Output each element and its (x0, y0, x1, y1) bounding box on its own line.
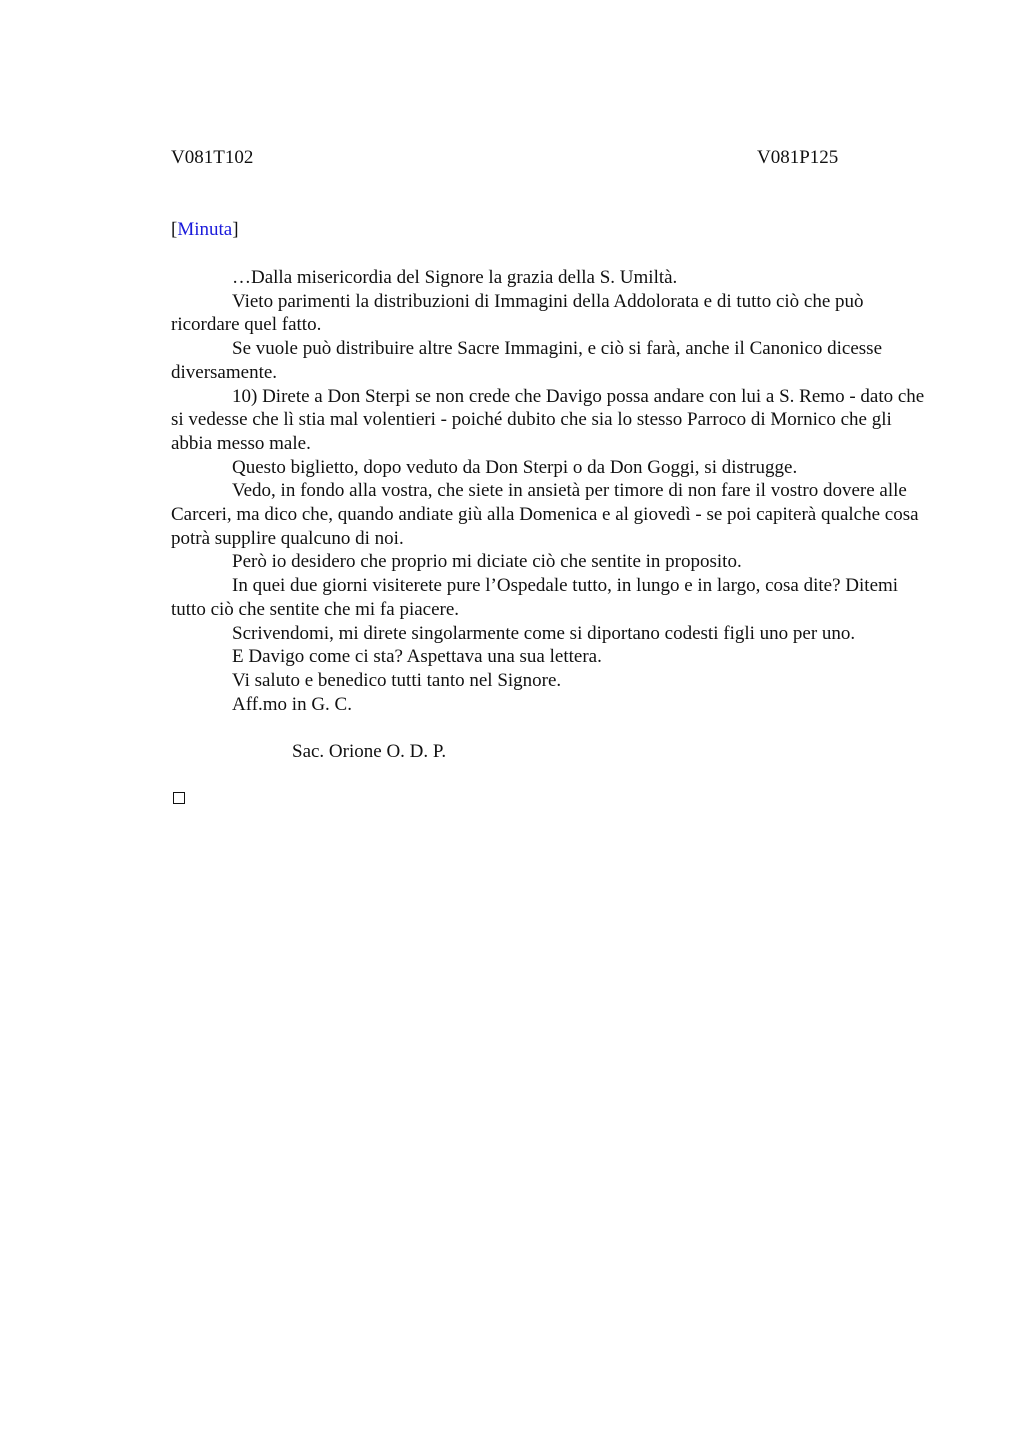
paragraph: Questo biglietto, dopo veduto da Don Sterpi o da Don Goggi, si distrugge. (232, 456, 798, 478)
paragraph: Aff.mo in G. C. (232, 693, 352, 715)
paragraph: Vieto parimenti la distribuzioni di Immagini della Addolorata e di tutto ciò che può ricordare quel fatto. (171, 290, 864, 336)
minuta-note (171, 218, 239, 242)
minuta-link[interactable]: Minuta (177, 219, 233, 240)
note-bracket-open: [ (171, 219, 178, 240)
letter-body (171, 266, 931, 716)
paragraph: Se vuole può distribuire altre Sacre Immagini, e ciò si farà, anche il Canonico dicesse diversamente. (171, 338, 883, 383)
paragraph: In quei due giorni visiterete pure l’Ospedale tutto, in lungo e in largo, cosa dite? Ditemi tutto ciò che sentite che mi fa piacere. (171, 575, 899, 620)
signature: Sac. Orione O. D. P. (292, 741, 447, 762)
paragraph: E Davigo come ci sta? Aspettava una sua lettera. (232, 646, 602, 668)
paragraph: 10) Direte a Don Sterpi se non crede che Davigo possa andare con lui a S. Remo - dato che si vedesse che lì stia mal volentieri - poiché dubito che sia lo stesso Parroco di Mornico che gli abbia messo male. (171, 385, 925, 454)
paragraph: …Dalla misericordia del Signore la grazia della S. Umiltà. (232, 267, 678, 288)
paragraph: Vedo, in fondo alla vostra, che siete in ansietà per timore di non fare il vostro dovere alle Carceri, ma dico che, quando andiate giù alla Domenica e al giovedì - se poi capiterà qualche cosa potrà supplire qualcuno di noi. (171, 480, 919, 549)
paragraph: Vi saluto e benedico tutti tanto nel Signore. (232, 669, 562, 691)
paragraph: Scrivendomi, mi direte singolarmente come si diportano codesti figli uno per uno. (232, 622, 856, 644)
end-of-document-box-icon (173, 792, 185, 804)
note-bracket-close: ] (232, 219, 239, 240)
paragraph: Però io desidero che proprio mi diciate ciò che sentite in proposito. (232, 551, 742, 573)
document-code-right: V081P125 (757, 147, 839, 168)
document-code-left: V081T102 (171, 147, 254, 168)
